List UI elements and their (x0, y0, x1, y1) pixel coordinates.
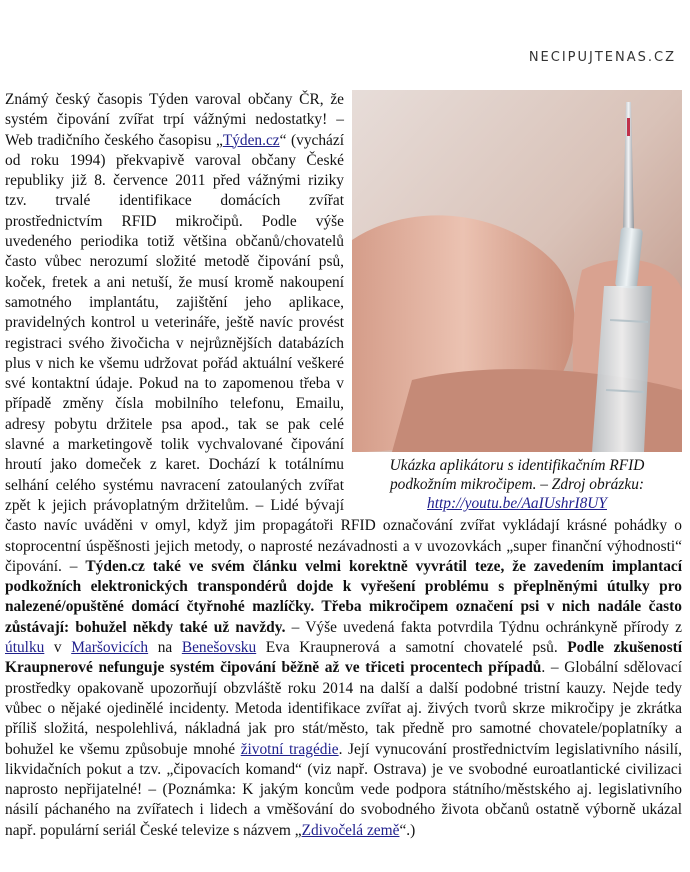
article-text-1: Známý český časopis Týden varoval občany ČR, že systém čipování zvířat trpí vážnými nedostatky! – Web tradičního českého časopisu „ (5, 91, 344, 149)
article-text-5: na (148, 639, 182, 657)
link-benesovsko[interactable]: Benešovsku (181, 639, 257, 657)
article-text-8: . Její vynucování prostřednictvím legislativního násilí, likvidačních pokut a tzv. „čipovacích komand“ (viz např. Ostrava) je ve svobodné euroatlantické civilizaci naprosto nepřijatelné! – (Poznámka: K jakým koncům vede podpora státního/městského aj. legislativního násilí páchaného na zvířatech i lidech a vměšování do svobodného života občanů ostatně výborně ukázal např. populární seriál České televize s názvem „ (5, 740, 683, 839)
link-zdivocela-zeme[interactable]: Zdivočelá země (301, 821, 400, 839)
site-header: NECIPUJTENAS.CZ (528, 50, 676, 65)
figure-caption (352, 456, 682, 513)
article-text-9: “.) (399, 821, 416, 839)
article-text-3: – Výše uvedená fakta potvrdila Týdnu ochránkyně přírody z (285, 618, 683, 636)
caption-line-2: podkožním mikročipem. – Zdroj obrázku: (389, 476, 645, 493)
article-text-7: . – Globální sdělovací prostředky opakovaně upozorňují obzvláště roku 2014 na další a další podobné tristní kauzy. Nejde tedy vůbec o nějaké ojedinělé incidenty. Metoda identifikace zvířat aj. živých tvorů skrze mikročipy je zkrátka příliš složitá, nespolehlivá, nákladná jak pro stát/město, tak předně pro samotné chovatele/poplatníky a bohužel ke všemu způsobuje mnohé (5, 659, 682, 758)
article-bold-2: Podle zkušeností Kraupnerové nefunguje systém čipování běžně až ve třiceti procentech případů (5, 639, 683, 677)
article-body (5, 90, 682, 841)
link-utulku[interactable]: útulku (5, 639, 45, 657)
caption-source-link[interactable]: http://youtu.be/AaIUshrI8UY (427, 495, 607, 512)
article-text-6: Eva Kraupnerová a samotní chovatelé psů. (256, 639, 568, 657)
article-bold-1: Týden.cz také ve svém článku velmi korektně vyvrátil teze, že zavedením implantací podkožních elektronických transpondérů dojde k vyřešení problému s přeplněnými útulky pro nalezené/opuštěné domácí čtyřnohé mazlíčky. Třeba mikročipem označení psi v nich nadále často zůstávají: bohužel někdy také už navždy. (5, 557, 682, 636)
article-text-4: v (44, 639, 72, 657)
link-tragedie[interactable]: životní tragédie (240, 740, 339, 758)
chip-applicator-photo (352, 90, 682, 452)
article-figure (352, 90, 682, 513)
link-marsovice[interactable]: Maršovicích (71, 639, 149, 657)
link-tyden[interactable]: Týden.cz (222, 131, 280, 149)
caption-line-1: Ukázka aplikátoru s identifikačním RFID (389, 457, 645, 474)
article-text-2: “ (vychází od roku 1994) překvapivě varoval občany České republiky již 8. července 2011 před vážnými riziky tzv. trvalé identifikace domácích zvířat prostřednictvím RFID mikročipů. Podle výše uvedeného periodika totiž většina občanů/chovatelů často vůbec nerozumí složité metodě čipování psů, koček, fretek a ani netuší, že musí kromě nakoupení samotného implantátu, zajištění jeho aplikace, pravidelných kontrol u veterináře, ještě navíc provést registraci svého živočicha v nejrůznějších databázích plus v nich ke všemu udržovat pořád aktuální veškeré své kontaktní údaje. Pokud na to zapomenou třeba v případě změny čísla mobilního telefonu, Emailu, adresy pobytu držitele psa apod., tak se pak celé slavné a marketingově tolik vychvalované čipování hroutí jako domeček z karet. Dochází k totálnímu selhání celého systému navracení zatoulaných zvířat zpět k jejich právoplatným držitelům. – Lidé bývají často navíc uváděni v omyl, když jim propagátoři RFID označování zvířat vykládají krásné pohádky o stoprocentní úspěšnosti jejich metody, o naprosté nezávadnosti a v uvozovkách „super finanční výhodnosti“ čipování. – (5, 131, 682, 575)
